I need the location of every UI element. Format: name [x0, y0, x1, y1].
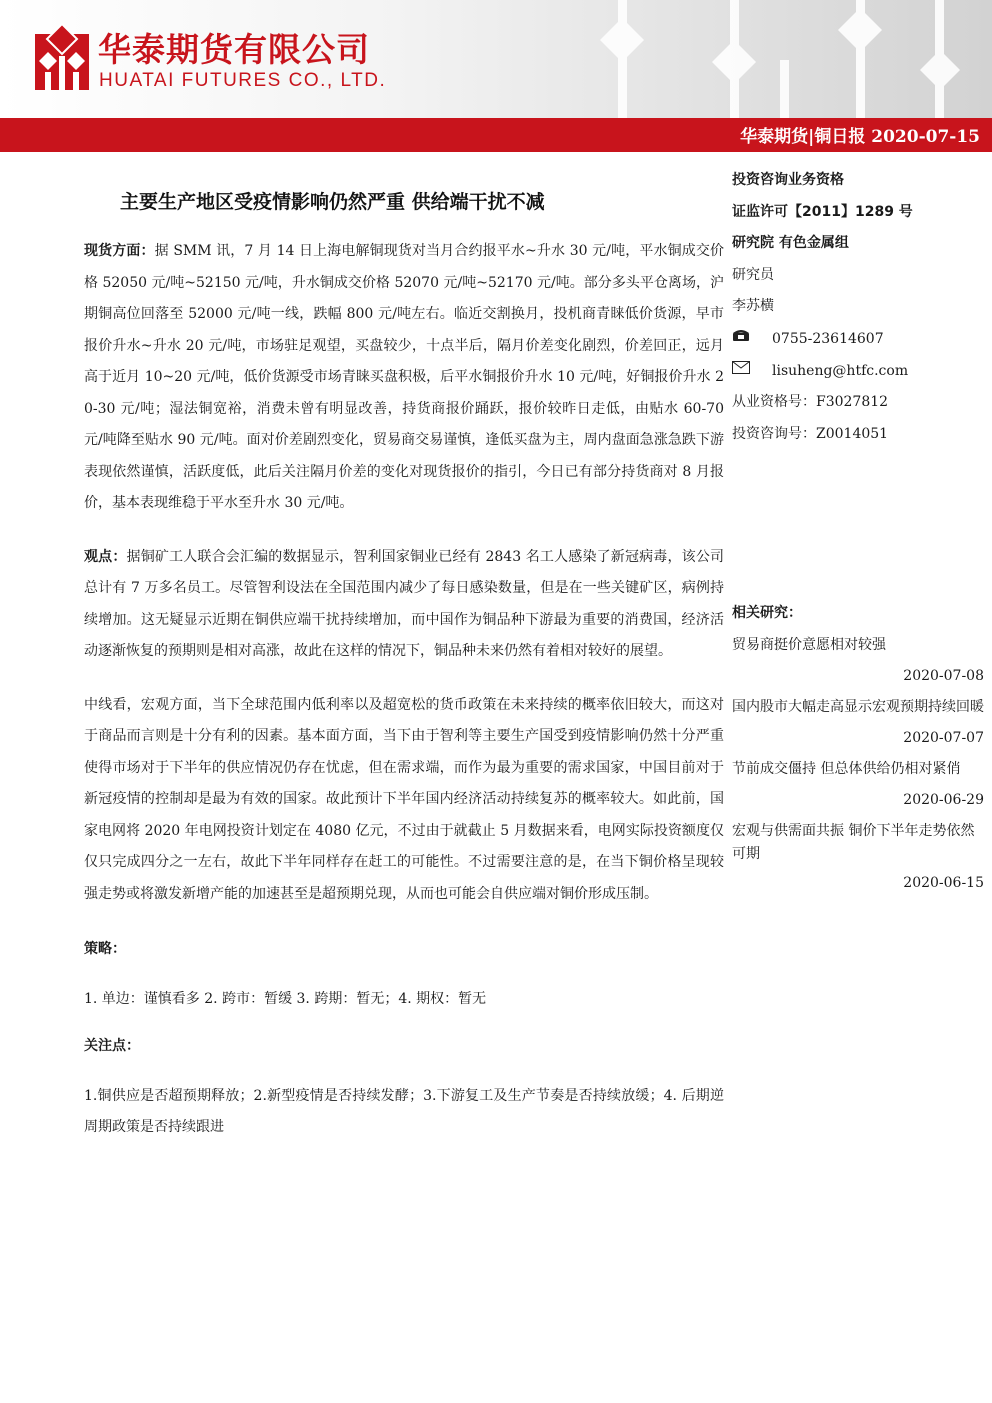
institute: 研究院 有色金属组: [732, 235, 849, 251]
strategy-heading: 策略：: [84, 941, 126, 957]
related-item-date: 2020-07-08: [903, 667, 984, 684]
qualification: 投资咨询业务资格: [732, 172, 844, 188]
spot-text: 据 SMM 讯，7 月 14 日上海电解铜现货对当月合约报平水~升水 30 元/吨，平水铜成交价格 52050 元/吨~52150 元/吨，升水铜成交价格 52070 元/吨~52170 元/吨。部分多头平仓离场，沪期铜高位回落至 52000 元/吨一线，跌幅 800 元/吨左右。临近交割换月，投机商青睐低价货源，早市报价升水~升水 20 元/吨，市场驻足观望，买盘较少，十点半后，隔月价差变化剧烈，价差回正，远月高于近月 10~20 元/吨，低价货源受市场青睐买盘积极，后平水铜报价升水 10 元/吨，好铜报价升水 20-30 元/吨；湿法铜宽裕，消费未曾有明显改善，持货商报价踊跃，报价较昨日走低，由贴水 60-70 元/吨降至贴水 90 元/吨。面对价差剧烈变化，贸易商交易谨慎，逢低买盘为主，周内盘面急涨急跌下游表现依然谨慎，活跃度低，此后关注隔月价差的变化对现货报价的指引，今日已有部分持货商对 8 月报价，基本表现维稳于平水至升水 30 元/吨。: [84, 243, 724, 511]
related-item: [732, 758, 984, 812]
license: 证监许可【2011】1289 号: [732, 203, 913, 220]
related-item-title[interactable]: 节前成交僵持 但总体供给仍相对紧俏: [732, 760, 961, 777]
company-name-en: HUATAI FUTURES CO., LTD.: [99, 70, 387, 91]
related-item-title[interactable]: 国内股市大幅走高显示宏观预期持续回暖: [732, 698, 984, 715]
related-item: [732, 634, 984, 688]
spot-paragraph: [84, 236, 724, 520]
company-name-cn: 华泰期货有限公司: [98, 30, 370, 69]
view-label: 观点：: [84, 548, 127, 565]
focus-text: 1.铜供应是否超预期释放；2.新型疫情是否持续发酵；3.下游复工及生产节奏是否持续放缓；4. 后期逆周期政策是否持续跟进: [84, 1087, 724, 1135]
phone-row: [732, 323, 984, 355]
consult-number: 投资咨询号：Z0014051: [732, 425, 889, 442]
logo-icon: [33, 22, 91, 92]
email-address[interactable]: lisuheng@htfc.com: [772, 362, 909, 379]
cert-number: 从业资格号：F3027812: [732, 394, 889, 410]
report-band: [0, 118, 992, 152]
related-item: [732, 696, 984, 750]
phone-number: 0755-23614607: [772, 330, 884, 347]
related-item-title[interactable]: 贸易商挺价意愿相对较强: [732, 636, 886, 653]
related-item-title[interactable]: 宏观与供需面共振 铜价下半年走势依然可期: [732, 822, 975, 862]
related-item: [732, 820, 984, 895]
strategy-text: 1. 单边：谨慎看多 2. 跨市：暂缓 3. 跨期：暂无；4. 期权：暂无: [84, 990, 487, 1007]
related-item-date: 2020-06-15: [903, 874, 984, 891]
envelope-icon: [732, 355, 772, 387]
view-paragraph: [84, 542, 724, 668]
main-content: [84, 236, 724, 1144]
author-sidebar: [732, 165, 984, 450]
midline-paragraph: 中线看，宏观方面，当下全球范围内低利率以及超宽松的货币政策在未来持续的概率依旧较大，而这对于商品而言则是十分有利的因素。基本面方面，当下由于智利等主要生产国受到疫情影响仍然十分严重使得市场对于下半年的供应情况仍存在忧虑，但在需求端，而作为最为重要的需求国家，中国目前对于新冠疫情的控制却是最为有效的国家。故此预计下半年国内经济活动持续复苏的概率较大。如此前，国家电网将 2020 年电网投资计划定在 4080 亿元，不过由于就截止 5 月数据来看，电网实际投资额度仅仅只完成四分之一左右，故此下半年同样存在赶工的可能性。不过需要注意的是，在当下铜价格呈现较强走势或将激发新增产能的加速甚至是超预期兑现，从而也可能会自供应端对铜价形成压制。: [84, 696, 724, 902]
author-role: 研究员: [732, 266, 774, 283]
report-title: 主要生产地区受疫情影响仍然严重 供给端干扰不减: [120, 191, 545, 213]
related-item-date: 2020-06-29: [903, 791, 984, 808]
focus-heading: 关注点：: [84, 1038, 140, 1054]
related-research: [732, 598, 984, 895]
view-text: 据铜矿工人联合会汇编的数据显示，智利国家铜业已经有 2843 名工人感染了新冠病毒，该公司总计有 7 万多名员工。尽管智利设法在全国范围内减少了每日感染数量，但是在一些关键矿区，病例持续增加。这无疑显示近期在铜供应端干扰持续增加，而中国作为铜品种下游最为重要的消费国，经济活动逐渐恢复的预期则是相对高涨，故此在这样的情况下，铜品种未来仍然有着相对较好的展望。: [84, 548, 725, 659]
report-band-text: 华泰期货|铜日报 2020-07-15: [740, 127, 980, 147]
header-decoration: [560, 0, 992, 118]
author-name: 李苏横: [732, 298, 774, 314]
related-item-date: 2020-07-07: [903, 729, 984, 746]
related-heading: 相关研究：: [732, 605, 802, 621]
spot-label: 现货方面：: [84, 243, 155, 259]
phone-icon: [732, 323, 772, 355]
email-row: [732, 355, 984, 387]
